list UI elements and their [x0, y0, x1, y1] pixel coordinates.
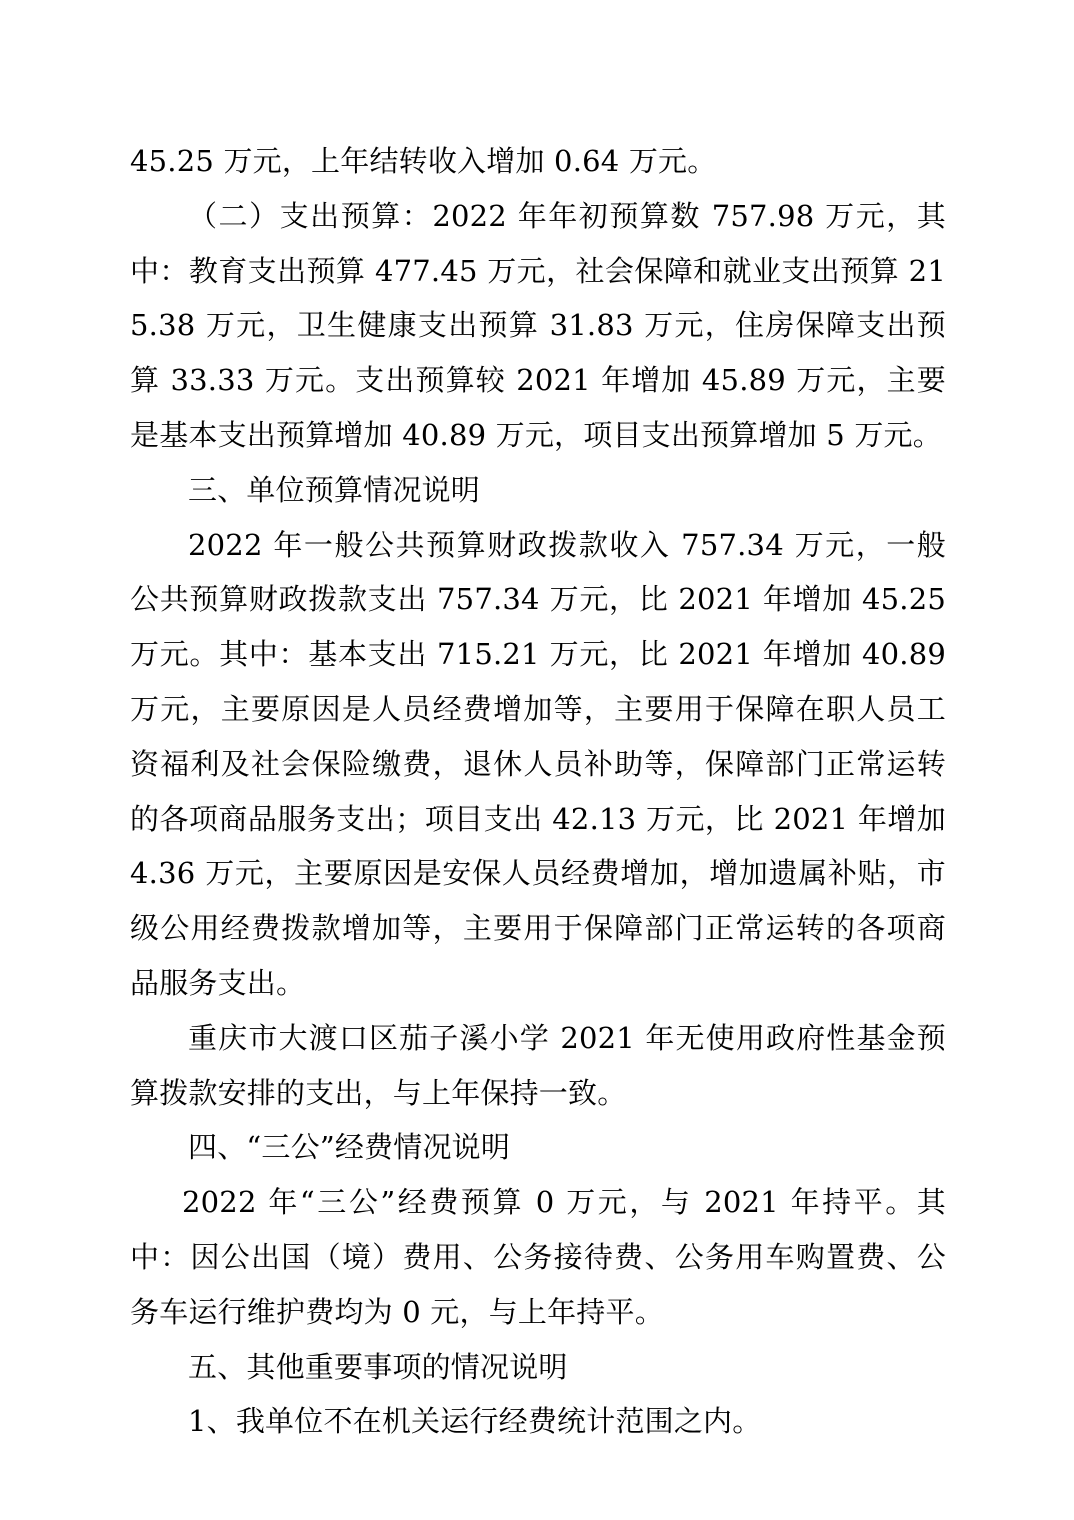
paragraph-operating-expenses: 1、我单位不在机关运行经费统计范围之内。 [188, 1404, 762, 1439]
document-body [130, 134, 946, 1449]
section-heading-other-matters: 五、其他重要事项的情况说明 [188, 1349, 568, 1384]
paragraph-three-public-expenses: 2022 年“三公”经费预算 0 万元，与 2021 年持平。其中：因公出国（境）费用、公务接待费、公务用车购置费、公务车运行维护费均为 0 元，与上年持平。 [130, 1185, 946, 1329]
paragraph-income-continuation: 45.25 万元，上年结转收入增加 0.64 万元。 [130, 144, 717, 178]
section-heading-three-public: 四、“三公”经费情况说明 [188, 1130, 511, 1165]
paragraph-general-public-budget: 2022 年一般公共预算财政拨款收入 757.34 万元，一般公共预算财政拨款支出 757.34 万元，比 2021 年增加 45.25 万元。其中：基本支出 715.21 万元，比 2021 年增加 40.89 万元，主要原因是人员经费增加等，主要用于保障在职人员工资福利及社会保险缴费，退休人员补助等，保障部门正常运转的各项商品服务支出；项目支出 42.13 万元，比 2021 年增加 4.36 万元，主要原因是安保人员经费增加，增加遗属补贴，市级公用经费拨款增加等，主要用于保障部门正常运转的各项商品服务支出。 [130, 527, 946, 1000]
paragraph-expenditure-budget: （二）支出预算：2022 年年初预算数 757.98 万元，其中：教育支出预算 477.45 万元，社会保障和就业支出预算 215.38 万元，卫生健康支出预算 31.83 万元，住房保障支出预算 33.33 万元。支出预算较 2021 年增加 45.89 万元，主要是基本支出预算增加 40.89 万元，项目支出预算增加 5 万元。 [130, 198, 946, 452]
section-heading-unit-budget: 三、单位预算情况说明 [188, 472, 481, 507]
paragraph-government-fund: 重庆市大渡口区茄子溪小学 2021 年无使用政府性基金预算拨款安排的支出，与上年保持一致。 [130, 1020, 946, 1110]
